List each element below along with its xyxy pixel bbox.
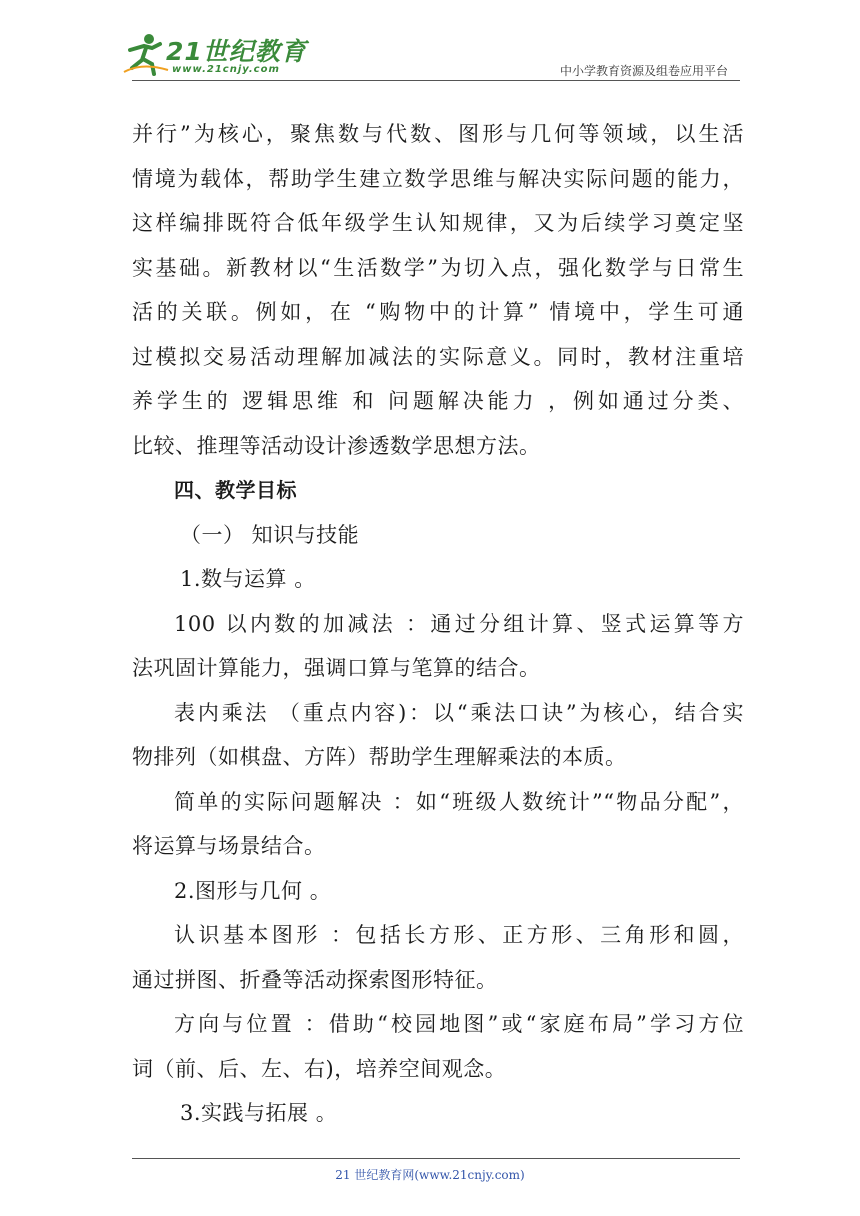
paragraph-line: 这样编排既符合低年级学生认知规律，又为后续学习奠定坚 <box>132 211 744 235</box>
paragraph-line: 方向与位置 ：借助“校园地图”或“家庭布局”学习方位 <box>174 1012 744 1036</box>
paragraph-line: 过模拟交易活动理解加减法的实际意义。同时，教材注重培 <box>132 344 744 369</box>
paragraph-line: 比较、推理等活动设计渗透数学思想方法。 <box>132 433 541 458</box>
paragraph-line: 简单的实际问题解决 ：如“班级人数统计”“物品分配”， <box>174 789 744 814</box>
paragraph-line: 词（前、后、左、右)，培养空间观念。 <box>132 1056 507 1081</box>
paragraph-line: 通过拼图、折叠等活动探索图形特征。 <box>132 967 498 992</box>
page-header <box>0 0 860 90</box>
logo-url: www.21cnjy.com <box>172 64 280 75</box>
paragraph-line: 活的关联。例如，在 “购物中的计算” 情境中，学生可通 <box>132 300 744 324</box>
paragraph-line: 认识基本图形 ：包括长方形、正方形、三角形和圆， <box>174 923 744 947</box>
paragraph-line: 实基础。新教材以“生活数学”为切入点，强化数学与日常生 <box>132 255 744 280</box>
paragraph-line: 将运算与场景结合。 <box>132 834 326 858</box>
header-divider <box>132 80 740 81</box>
paragraph-line: 法巩固计算能力，强调口算与笔算的结合。 <box>132 656 541 680</box>
document-body <box>132 112 744 1136</box>
footer-divider <box>132 1158 740 1159</box>
runner-logo-icon <box>122 32 172 78</box>
logo-text: 21世纪教育 <box>166 37 307 66</box>
paragraph-line: 物排列（如棋盘、方阵）帮助学生理解乘法的本质。 <box>132 745 627 769</box>
paragraph-line: 并行”为核心，聚焦数与代数、图形与几何等领域，以生活 <box>132 122 744 146</box>
platform-tagline: 中小学教育资源及组卷应用平台 <box>559 64 728 78</box>
sub-heading: （一） 知识与技能 <box>180 522 360 547</box>
footer-link[interactable]: 21 世纪教育网(www.21cnjy.com) <box>335 1168 525 1182</box>
section-heading: 四、教学目标 <box>174 478 297 502</box>
paragraph-line: 表内乘法 （重点内容)：以“乘法口诀”为核心，结合实 <box>174 700 744 725</box>
paragraph-line: 100 以内数的加减法 ：通过分组计算、竖式运算等方 <box>174 611 744 636</box>
paragraph-line: 养学生的 逻辑思维 和 问题解决能力 ，例如通过分类、 <box>132 389 744 413</box>
item-title: 1.数与运算 。 <box>180 567 316 591</box>
paragraph-line: 情境为载体，帮助学生建立数学思维与解决实际问题的能力， <box>132 166 744 191</box>
item-title: 3.实践与拓展 。 <box>180 1101 338 1125</box>
site-logo[interactable] <box>122 30 307 82</box>
item-title: 2.图形与几何 。 <box>174 878 332 903</box>
